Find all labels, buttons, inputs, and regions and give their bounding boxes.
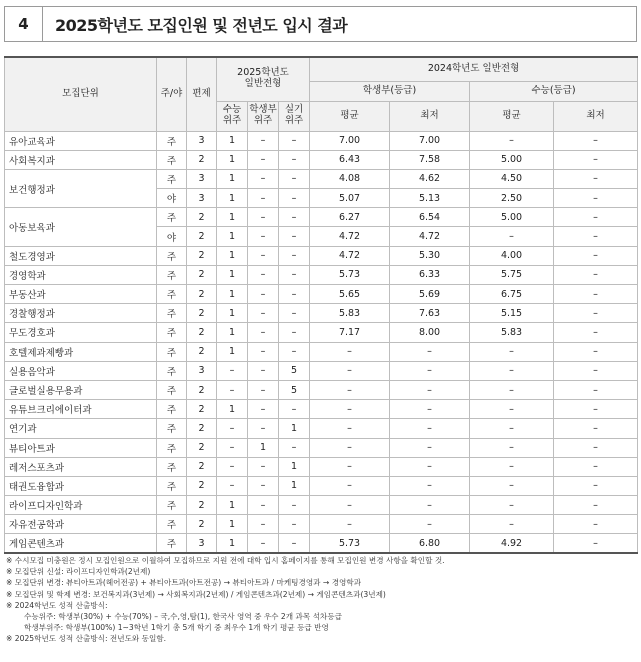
suneung-wiju-cell: 1 [217,323,248,342]
suneung-wiju-cell: 1 [217,285,248,304]
unit-name-cell: 부동산과 [5,285,157,304]
suneung-avg-cell: – [470,457,554,476]
suneung-wiju-cell: – [217,419,248,438]
hakseng-wiju-cell: – [248,304,279,323]
table-row [5,304,638,323]
table-row [5,361,638,380]
hakseng-avg-cell: – [310,419,390,438]
hakseng-min-cell: 8.00 [390,323,470,342]
day-night-cell: 주 [157,496,187,515]
suneung-min-cell: – [554,534,638,553]
note-line: 수능위주: 학생부(30%) + 수능(70%) – 국,수,영,탐(1), 한국사 영역 중 우수 2개 과목 석차등급 [24,612,342,622]
hakseng-min-cell: – [390,476,470,495]
silgi-wiju-cell: 1 [279,419,310,438]
suneung-avg-cell: – [470,438,554,457]
day-night-cell: 주 [157,265,187,284]
hakseng-wiju-cell: – [248,419,279,438]
year-cell: 2 [187,304,217,323]
year-cell: 2 [187,150,217,169]
suneung-wiju-cell: – [217,361,248,380]
hakseng-avg-cell: 4.08 [310,169,390,188]
hakseng-min-cell: 5.13 [390,189,470,208]
day-night-cell: 주 [157,400,187,419]
suneung-min-cell: – [554,342,638,361]
day-night-cell: 야 [157,227,187,246]
hakseng-wiju-cell: – [248,323,279,342]
hakseng-wiju-cell: – [248,189,279,208]
col-avg-suneung: 평균 [470,101,554,131]
table-row [5,419,638,438]
silgi-wiju-cell: – [279,438,310,457]
year-cell: 3 [187,169,217,188]
unit-name-cell: 뷰티아트과 [5,438,157,457]
day-night-cell: 야 [157,189,187,208]
year-cell: 2 [187,457,217,476]
suneung-min-cell: – [554,285,638,304]
hakseng-avg-cell: – [310,380,390,399]
year-cell: 3 [187,189,217,208]
suneung-wiju-cell: 1 [217,342,248,361]
hakseng-avg-cell: – [310,361,390,380]
silgi-wiju-cell: – [279,496,310,515]
col-group-2024: 2024학년도 일반전형 [310,57,638,81]
day-night-cell: 주 [157,208,187,227]
table-row [5,457,638,476]
silgi-wiju-cell: – [279,227,310,246]
table-row [5,208,638,227]
suneung-min-cell: – [554,419,638,438]
hakseng-wiju-cell: – [248,246,279,265]
suneung-avg-cell: – [470,131,554,150]
unit-name-cell: 유튜브크리에이터과 [5,400,157,419]
suneung-min-cell: – [554,438,638,457]
hakseng-avg-cell: – [310,496,390,515]
table-row [5,265,638,284]
section-header [4,6,637,42]
note-line: ※ 모집단위 변경: 뷰티아트과(헤어전공) + 뷰티아트과(아트전공) → 뷰티아트과 / 마케팅경영과 → 경영학과 [6,578,362,588]
unit-name-cell: 호텔제과제빵과 [5,342,157,361]
note-line: ※ 수시모집 미충원은 정시 모집인원으로 이월하여 모집하므로 지원 전에 대학 입시 홈페이지를 통해 모집인원 변경 사항을 확인할 것. [6,556,445,565]
silgi-wiju-cell: 1 [279,457,310,476]
table-row [5,342,638,361]
day-night-cell: 주 [157,476,187,495]
day-night-cell: 주 [157,150,187,169]
suneung-avg-cell: – [470,342,554,361]
silgi-wiju-cell: – [279,246,310,265]
col-suneung-wiju: 수능 위주 [217,101,248,131]
suneung-min-cell: – [554,400,638,419]
hakseng-min-cell: – [390,457,470,476]
year-cell: 2 [187,323,217,342]
year-cell: 2 [187,496,217,515]
admission-results-table [4,56,638,554]
day-night-cell: 주 [157,246,187,265]
silgi-wiju-cell: – [279,169,310,188]
hakseng-wiju-cell: – [248,227,279,246]
unit-name-cell: 실용음악과 [5,361,157,380]
hakseng-wiju-cell: – [248,457,279,476]
hakseng-min-cell: 5.30 [390,246,470,265]
table-row [5,476,638,495]
col-unit: 모집단위 [5,57,157,131]
note-line: ※ 모집단위 신설: 라이프디자인학과(2년제) [6,567,151,577]
hakseng-wiju-cell: 1 [248,438,279,457]
suneung-wiju-cell: 1 [217,169,248,188]
col-avg-hakseng: 평균 [310,101,390,131]
suneung-min-cell: – [554,131,638,150]
day-night-cell: 주 [157,285,187,304]
year-cell: 2 [187,400,217,419]
note-line: ※ 모집단위 및 학제 변경: 보건복지과(3년제) → 사회복지과(2년제) / 게임콘텐츠과(2년제) → 게임콘텐츠과(3년제) [6,589,386,599]
hakseng-min-cell: 4.62 [390,169,470,188]
year-cell: 2 [187,380,217,399]
hakseng-wiju-cell: – [248,534,279,553]
year-cell: 3 [187,131,217,150]
suneung-avg-cell: 4.92 [470,534,554,553]
hakseng-wiju-cell: – [248,400,279,419]
day-night-cell: 주 [157,515,187,534]
suneung-wiju-cell: 1 [217,150,248,169]
hakseng-wiju-cell: – [248,515,279,534]
day-night-cell: 주 [157,419,187,438]
unit-name-cell: 사회복지과 [5,150,157,169]
hakseng-avg-cell: – [310,457,390,476]
suneung-avg-cell: – [470,419,554,438]
silgi-wiju-cell: – [279,131,310,150]
year-cell: 2 [187,265,217,284]
hakseng-min-cell: – [390,361,470,380]
suneung-wiju-cell: 1 [217,265,248,284]
table-row [5,400,638,419]
silgi-wiju-cell: – [279,342,310,361]
col-min-suneung: 최저 [554,101,638,131]
hakseng-avg-cell: 5.65 [310,285,390,304]
suneung-min-cell: – [554,361,638,380]
suneung-avg-cell: – [470,515,554,534]
unit-name-cell: 경영학과 [5,265,157,284]
suneung-min-cell: – [554,323,638,342]
table-row [5,323,638,342]
suneung-avg-cell: – [470,227,554,246]
hakseng-min-cell: – [390,419,470,438]
col-year: 편제 [187,57,217,131]
suneung-wiju-cell: 1 [217,534,248,553]
silgi-wiju-cell: – [279,534,310,553]
year-cell: 2 [187,438,217,457]
hakseng-avg-cell: – [310,515,390,534]
suneung-min-cell: – [554,304,638,323]
suneung-wiju-cell: 1 [217,131,248,150]
hakseng-wiju-cell: – [248,342,279,361]
day-night-cell: 주 [157,304,187,323]
suneung-min-cell: – [554,169,638,188]
suneung-avg-cell: 5.15 [470,304,554,323]
hakseng-min-cell: 7.63 [390,304,470,323]
page-title: 2025학년도 모집인원 및 전년도 입시 결과 [55,15,348,35]
silgi-wiju-cell: – [279,150,310,169]
hakseng-min-cell: – [390,342,470,361]
unit-name-cell: 보건행정과 [5,169,157,207]
silgi-wiju-cell: 5 [279,380,310,399]
note-line: ※ 2025학년도 성적 산출방식: 전년도와 동일함. [6,634,167,644]
hakseng-avg-cell: 4.72 [310,246,390,265]
suneung-wiju-cell: 1 [217,189,248,208]
unit-name-cell: 자유전공학과 [5,515,157,534]
hakseng-min-cell: 6.80 [390,534,470,553]
suneung-avg-cell: 5.75 [470,265,554,284]
unit-name-cell: 태권도융합과 [5,476,157,495]
hakseng-wiju-cell: – [248,496,279,515]
suneung-min-cell: – [554,150,638,169]
hakseng-avg-cell: – [310,438,390,457]
hakseng-avg-cell: 5.73 [310,265,390,284]
suneung-avg-cell: 5.83 [470,323,554,342]
table-row [5,150,638,169]
suneung-avg-cell: – [470,361,554,380]
suneung-avg-cell: – [470,496,554,515]
unit-name-cell: 연기과 [5,419,157,438]
suneung-wiju-cell: 1 [217,515,248,534]
silgi-wiju-cell: – [279,323,310,342]
suneung-wiju-cell: 1 [217,400,248,419]
suneung-min-cell: – [554,189,638,208]
hakseng-avg-cell: – [310,342,390,361]
suneung-avg-cell: 4.50 [470,169,554,188]
hakseng-min-cell: 6.33 [390,265,470,284]
suneung-min-cell: – [554,496,638,515]
table-row [5,169,638,188]
silgi-wiju-cell: – [279,515,310,534]
suneung-wiju-cell: 1 [217,246,248,265]
year-cell: 2 [187,476,217,495]
suneung-min-cell: – [554,476,638,495]
day-night-cell: 주 [157,438,187,457]
table-row [5,246,638,265]
table-row [5,534,638,553]
table-row [5,496,638,515]
table-body [5,131,638,553]
hakseng-min-cell: – [390,515,470,534]
year-cell: 3 [187,361,217,380]
hakseng-avg-cell: 6.27 [310,208,390,227]
hakseng-wiju-cell: – [248,476,279,495]
hakseng-wiju-cell: – [248,208,279,227]
suneung-avg-cell: 5.00 [470,150,554,169]
suneung-wiju-cell: 1 [217,208,248,227]
suneung-avg-cell: – [470,400,554,419]
suneung-avg-cell: – [470,476,554,495]
silgi-wiju-cell: – [279,208,310,227]
hakseng-avg-cell: 7.00 [310,131,390,150]
hakseng-wiju-cell: – [248,265,279,284]
year-cell: 2 [187,285,217,304]
day-night-cell: 주 [157,380,187,399]
suneung-avg-cell: 5.00 [470,208,554,227]
table-row [5,380,638,399]
day-night-cell: 주 [157,342,187,361]
suneung-min-cell: – [554,208,638,227]
hakseng-min-cell: 7.00 [390,131,470,150]
unit-name-cell: 레저스포츠과 [5,457,157,476]
col-suneung-grade: 수능(등급) [470,81,638,101]
hakseng-avg-cell: 5.73 [310,534,390,553]
suneung-min-cell: – [554,457,638,476]
hakseng-avg-cell: 4.72 [310,227,390,246]
col-day-night: 주/야 [157,57,187,131]
year-cell: 2 [187,208,217,227]
silgi-wiju-cell: – [279,304,310,323]
hakseng-wiju-cell: – [248,150,279,169]
hakseng-min-cell: 6.54 [390,208,470,227]
col-hakseng-wiju: 학생부 위주 [248,101,279,131]
unit-name-cell: 경찰행정과 [5,304,157,323]
year-cell: 2 [187,515,217,534]
suneung-wiju-cell: – [217,476,248,495]
year-cell: 2 [187,342,217,361]
hakseng-min-cell: – [390,380,470,399]
hakseng-min-cell: 4.72 [390,227,470,246]
suneung-min-cell: – [554,265,638,284]
hakseng-min-cell: – [390,496,470,515]
suneung-wiju-cell: – [217,380,248,399]
year-cell: 2 [187,246,217,265]
unit-name-cell: 라이프디자인학과 [5,496,157,515]
hakseng-min-cell: – [390,400,470,419]
day-night-cell: 주 [157,457,187,476]
table-row [5,131,638,150]
hakseng-wiju-cell: – [248,285,279,304]
year-cell: 2 [187,419,217,438]
hakseng-avg-cell: 6.43 [310,150,390,169]
day-night-cell: 주 [157,131,187,150]
hakseng-wiju-cell: – [248,169,279,188]
suneung-wiju-cell: 1 [217,227,248,246]
suneung-min-cell: – [554,515,638,534]
year-cell: 2 [187,227,217,246]
suneung-wiju-cell: 1 [217,496,248,515]
suneung-min-cell: – [554,227,638,246]
silgi-wiju-cell: 5 [279,361,310,380]
table-row [5,438,638,457]
day-night-cell: 주 [157,361,187,380]
table-row [5,285,638,304]
silgi-wiju-cell: 1 [279,476,310,495]
hakseng-wiju-cell: – [248,361,279,380]
suneung-wiju-cell: – [217,438,248,457]
hakseng-avg-cell: 5.83 [310,304,390,323]
unit-name-cell: 유아교육과 [5,131,157,150]
unit-name-cell: 무도경호과 [5,323,157,342]
note-line: ※ 2024학년도 성적 산출방식: [6,600,108,610]
suneung-wiju-cell: – [217,457,248,476]
hakseng-min-cell: 5.69 [390,285,470,304]
section-number: 4 [5,7,43,41]
unit-name-cell: 철도경영과 [5,246,157,265]
unit-name-cell: 글로벌실용무용과 [5,380,157,399]
suneung-wiju-cell: 1 [217,304,248,323]
unit-name-cell: 게임콘텐츠과 [5,534,157,553]
col-min-hakseng: 최저 [390,101,470,131]
note-line: 학생부위주: 학생부(100%) 1~3학년 1학기 총 5개 학기 중 최우수 1개 학기 평균 등급 반영 [24,623,329,633]
suneung-min-cell: – [554,246,638,265]
year-cell: 3 [187,534,217,553]
footnotes [6,555,636,645]
suneung-avg-cell: 4.00 [470,246,554,265]
suneung-avg-cell: – [470,380,554,399]
silgi-wiju-cell: – [279,265,310,284]
hakseng-avg-cell: – [310,400,390,419]
silgi-wiju-cell: – [279,400,310,419]
hakseng-wiju-cell: – [248,131,279,150]
col-group-2025: 2025학년도 일반전형 [217,57,310,101]
hakseng-avg-cell: – [310,476,390,495]
hakseng-min-cell: – [390,438,470,457]
silgi-wiju-cell: – [279,189,310,208]
suneung-avg-cell: 6.75 [470,285,554,304]
day-night-cell: 주 [157,323,187,342]
hakseng-avg-cell: 7.17 [310,323,390,342]
day-night-cell: 주 [157,169,187,188]
day-night-cell: 주 [157,534,187,553]
hakseng-wiju-cell: – [248,380,279,399]
col-hakseng-grade: 학생부(등급) [310,81,470,101]
table-row [5,515,638,534]
silgi-wiju-cell: – [279,285,310,304]
unit-name-cell: 아동보육과 [5,208,157,246]
col-silgi-wiju: 실기 위주 [279,101,310,131]
hakseng-min-cell: 7.58 [390,150,470,169]
suneung-min-cell: – [554,380,638,399]
hakseng-avg-cell: 5.07 [310,189,390,208]
suneung-avg-cell: 2.50 [470,189,554,208]
